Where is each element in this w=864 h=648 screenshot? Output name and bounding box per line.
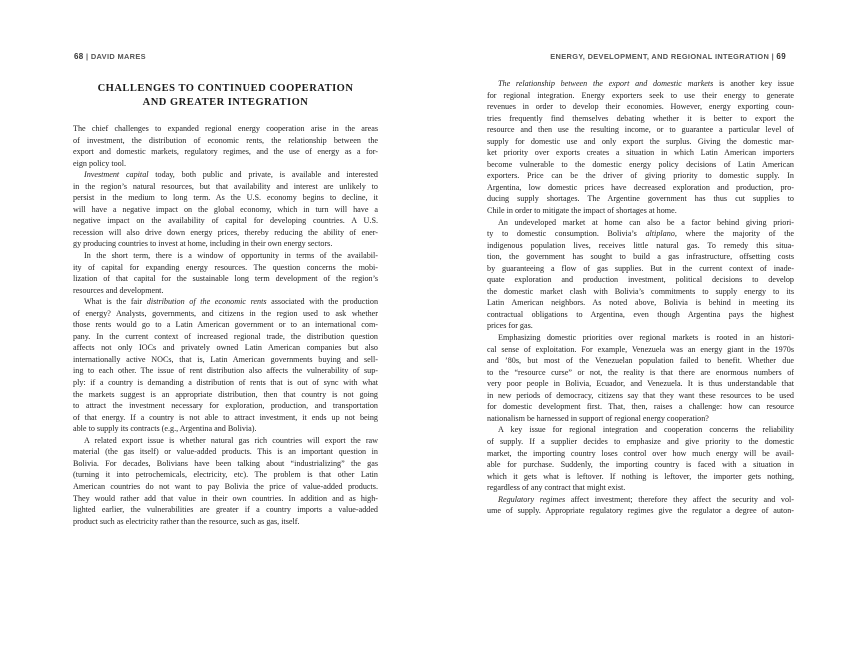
body-line: Bolivia. For decades, Bolivians have been talking about “industrializing” the gas	[73, 458, 378, 468]
body-line: exporters. Price can be the driver of giving priority to domestic supply. In	[487, 171, 794, 181]
body-line: negative impact on the availability of capital for developing countries. A U.S.	[73, 216, 378, 226]
body-line: Argentina, low domestic prices have decreased exploration and production, pro-	[487, 182, 794, 192]
body-line: in new periods of democracy, citizens say that they want these resources to be used	[487, 390, 794, 400]
body-line: which it gets what is leftover. If nothing is leftover, the importer gets nothing,	[487, 471, 794, 481]
body-line: of investment, the distribution of economic rents, the relationship between the	[73, 135, 378, 145]
body-line: Investment capital today, both public and private, is available and interested	[84, 170, 378, 180]
body-line: material (the gas itself) or value-added products. This is an important question in	[73, 447, 378, 457]
body-line: The chief challenges to expanded regional energy cooperation arise in the areas	[73, 124, 378, 133]
body-line: of energy? Analysts, governments, and citizens in the region used to ask whether	[73, 308, 378, 318]
body-line: resource and then use the resulting income, or to guarantee a particular level of	[487, 125, 794, 135]
body-line: What is the fair distribution of the economic rents associated with the production	[84, 297, 379, 307]
body-line: pany. In the current context of increased regional trade, the distribution question	[73, 331, 378, 341]
body-line: for domestic development first. That, then, raises a challenge: how can resource	[487, 402, 794, 412]
body-line: persist in the medium to long term. As the U.S. economy begins to decline, it	[73, 193, 378, 203]
body-line: resources and development.	[73, 285, 164, 295]
body-line: those rents would go to a Latin American government or to an international com-	[73, 320, 378, 330]
body-line: will have a negative impact on the global economy, which in turn will have a	[73, 204, 378, 214]
body-line: quate exploration and production investment, political decisions to develop	[487, 275, 794, 285]
left-header-author: DAVID MARES	[90, 52, 146, 61]
body-line: very poor people in Bolivia, Ecuador, and Venezuela. It is thus understandable that	[487, 379, 794, 389]
body-line: prices for gas.	[487, 321, 533, 331]
body-line: gy producing countries to invest at home, including in their own energy sectors.	[73, 239, 333, 249]
right-body-text	[487, 78, 794, 517]
body-line: supply for domestic use and only export the surplus. Giving the domestic mar-	[487, 136, 794, 146]
body-line: ket priority over exports creates a situation in which Latin American importers	[487, 148, 794, 158]
body-line: able for purchase. Suddenly, the importing country is faced with a situation in	[487, 460, 794, 470]
body-line: Regulatory regimes affect investment; therefore they affect the security and vol-	[498, 494, 794, 504]
body-line: for regional integration. Energy exporters seek to use their energy to generate	[487, 90, 794, 100]
body-line: lighted earlier, the vulnerabilities are greater if a country imports a value-added	[73, 505, 378, 515]
body-line: ity of capital for expanding energy resources. The question concerns the mobi-	[73, 262, 378, 272]
left-page-number: 68	[74, 52, 84, 61]
section-heading	[73, 82, 378, 110]
body-line: in the region’s natural resources, but that availability and interest are unlikely to	[73, 181, 378, 191]
body-line: to the “resource curse” or not, the reality is that there are enormous numbers of	[487, 367, 794, 377]
body-line: export and domestic markets, regulatory regimes, and the use of energy as a for-	[73, 147, 378, 157]
body-line: contractual obligations to Argentina, even though Argentina pays the highest	[487, 309, 794, 319]
section-heading-line1: CHALLENGES TO CONTINUED COOPERATION	[97, 83, 354, 94]
left-body-text	[73, 123, 378, 527]
right-running-header	[550, 52, 786, 61]
body-line: An undeveloped market at home can also be a factor behind giving priori-	[498, 217, 794, 227]
body-line: internationally active NOCs, that is, Latin American governments buying and sell-	[73, 354, 378, 364]
body-line: the domestic market clash with Bolivia’s commitments to supply energy to its	[487, 286, 794, 296]
body-line: ty to domestic consumption. Bolivia’s altiplano, where the majority of the	[487, 229, 795, 239]
left-header-separator: |	[86, 52, 89, 61]
body-line: tion, the government has sought to build a gas infrastructure, offsetting costs	[487, 252, 794, 262]
body-line: market, the importing country loses control over how much energy will be avail-	[487, 448, 794, 458]
right-page	[432, 0, 864, 648]
body-line: ume of supply. Appropriate regulatory regimes give the regulator a degree of auton-	[487, 506, 794, 516]
body-line: revenues in order to develop their economies. However, energy exporting coun-	[487, 102, 794, 112]
body-line: ing to each other. The issue of rent distribution also affects the vulnerability of sup-	[73, 366, 378, 376]
body-line: become vulnerable to the domestic energy policy decisions of Latin American	[487, 159, 794, 169]
body-line: product such as electricity rather than the resource, such as gas, itself.	[73, 516, 300, 526]
body-line: cal sense of exploitation. For example, Venezuela was an energy giant in the 1970s	[487, 344, 794, 354]
section-heading-line2: AND GREATER INTEGRATION	[142, 97, 309, 108]
body-line: regardless of any contract that might exist.	[487, 483, 626, 493]
body-line: lization of that capital for the sustainable long term development of the region’s	[73, 274, 378, 284]
left-running-header	[74, 52, 146, 61]
body-line: of supply. If a supplier decides to emphasize and give priority to the domestic	[487, 436, 794, 446]
body-line: indigenous population lives, receives little natural gas. To remedy this situa-	[487, 240, 794, 250]
body-line: The relationship between the export and domestic markets is another key issue	[498, 79, 794, 88]
body-line: to attract the investment necessary for exploration, production, and transportation	[73, 401, 378, 411]
body-line: American countries do not want to pay Bolivia the price of value-added products.	[73, 481, 378, 491]
body-line: (turning it into petrochemicals, electricity, etc). The problem is that other Latin	[73, 470, 378, 480]
body-line: the markets suggest is an appropriate distribution, then that country is not going	[73, 389, 378, 399]
body-line: Chile in order to mitigate the impact of shortages at home.	[487, 206, 677, 216]
body-line: A key issue for regional integration and cooperation concerns the reliability	[498, 425, 794, 435]
body-line: In the short term, there is a window of opportunity in terms of the availabil-	[84, 251, 378, 261]
right-header-title: ENERGY, DEVELOPMENT, AND REGIONAL INTEGRATION	[550, 52, 770, 61]
body-line: ducing supply shortages. The Argentine government has thus cut supplies to	[487, 194, 794, 204]
body-line: nationalism be harnessed in support of regional energy cooperation?	[487, 413, 709, 423]
body-line: They would rather add that value in their own countries. In addition and as high-	[73, 493, 378, 503]
right-page-number: 69	[776, 52, 786, 61]
body-line: able to supply its contracts (e.g., Argentina and Bolivia).	[73, 424, 257, 434]
body-line: of that energy. If a country is not able to attract investment, it ends up not being	[73, 412, 378, 422]
body-line: recession will also drive down energy prices, thereby reducing the ability of ener-	[73, 227, 378, 237]
body-line: affects not only IOCs and privately owned Latin American companies but also	[73, 343, 378, 353]
right-header-separator: |	[771, 52, 774, 61]
body-line: tries frequently find themselves debating whether it is better to export the	[487, 113, 794, 123]
body-line: and ’80s, but most of the Venezuelan population failed to benefit. Whether due	[487, 356, 794, 366]
body-line: ply: if a country is demanding a distribution of rents that is out of sync with what	[73, 378, 378, 388]
body-line: Latin American neighbors. As noted above, Bolivia is behind in meeting its	[487, 298, 794, 308]
body-line: A related export issue is whether natural gas rich countries will export the raw	[84, 435, 378, 445]
body-line: Emphasizing domestic priorities over regional markets is rooted in an histori-	[498, 333, 794, 343]
body-line: by guaranteeing a flow of gas supplies. But in the current context of inade-	[487, 263, 794, 273]
body-line: eign policy tool.	[73, 158, 127, 168]
